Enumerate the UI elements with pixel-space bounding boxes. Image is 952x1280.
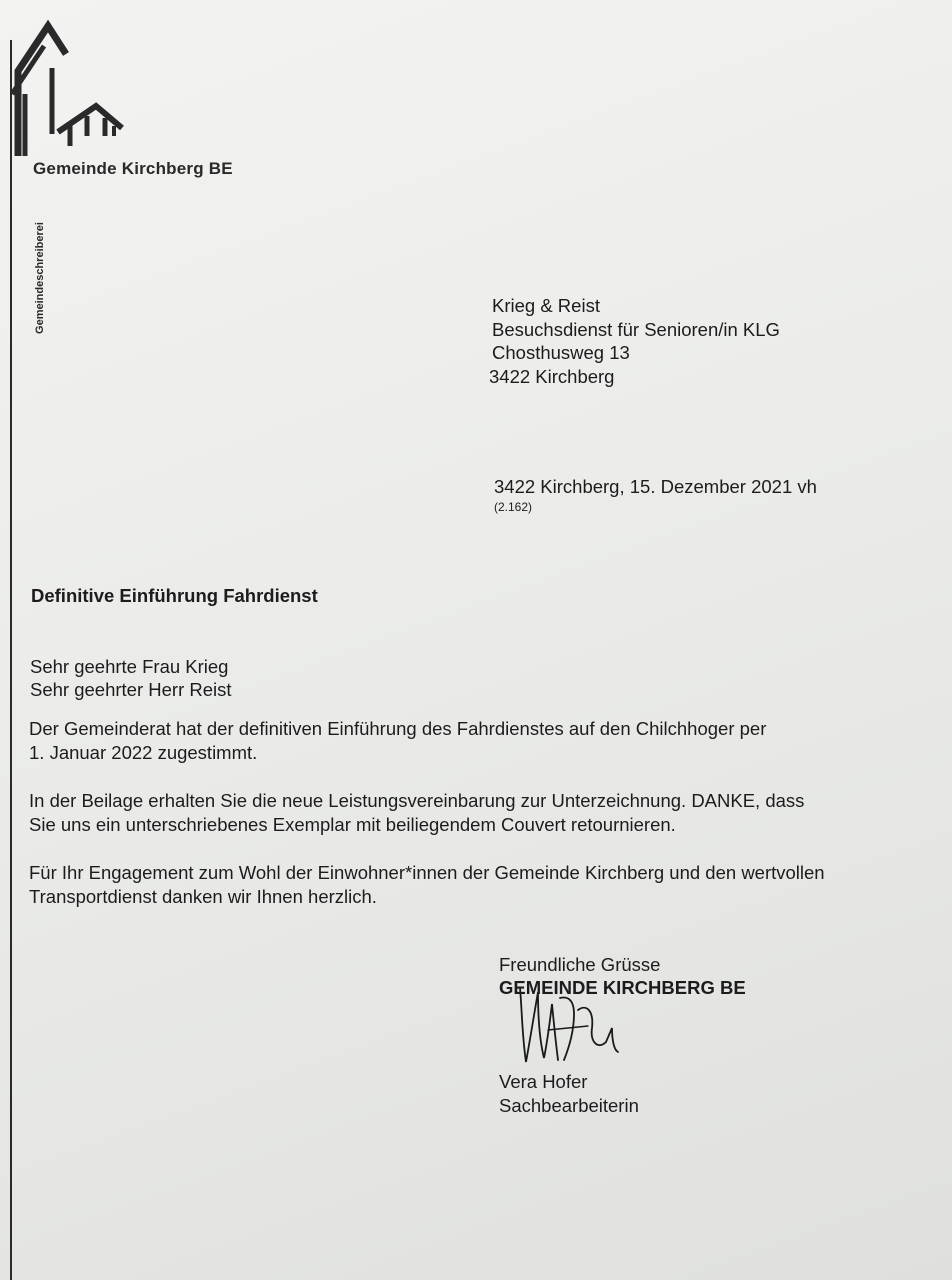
handwritten-signature: [508, 980, 638, 1080]
letterhead-organization: Gemeinde Kirchberg BE: [33, 159, 233, 178]
body-paragraph-1: [29, 717, 909, 765]
paragraph-line: Für Ihr Engagement zum Wohl der Einwohner*innen der Gemeinde Kirchberg und den wertvollen: [29, 862, 825, 883]
place-and-date: 3422 Kirchberg, 15. Dezember 2021 vh: [494, 476, 817, 497]
church-house-logo-icon: [8, 16, 128, 166]
salutation-line-2: Sehr geehrter Herr Reist: [30, 679, 232, 700]
paragraph-line: Der Gemeinderat hat der definitiven Einführung des Fahrdienstes auf den Chilchhoger per: [29, 718, 767, 739]
letter-subject: Definitive Einführung Fahrdienst: [31, 585, 318, 606]
salutation: [30, 655, 232, 701]
paragraph-line: In der Beilage erhalten Sie die neue Leistungsvereinbarung zur Unterzeichnung. DANKE, dass: [29, 790, 805, 811]
letterhead-department: Gemeindeschreiberei: [34, 222, 46, 334]
recipient-line-1: Krieg & Reist: [492, 295, 600, 316]
recipient-address: [489, 294, 780, 388]
recipient-line-2: Besuchsdienst für Senioren/in KLG: [492, 318, 780, 340]
closing-organization: GEMEINDE KIRCHBERG BE: [499, 977, 746, 998]
left-margin-line: [10, 40, 12, 1280]
reference-number: (2.162): [494, 500, 533, 514]
recipient-line-4: 3422 Kirchberg: [489, 365, 615, 387]
paragraph-line: Sie uns ein unterschriebenes Exemplar mit beiliegendem Couvert retournieren.: [29, 814, 676, 835]
salutation-line-1: Sehr geehrte Frau Krieg: [30, 656, 229, 677]
body-paragraph-3: [29, 861, 909, 909]
closing-greeting: Freundliche Grüsse: [499, 954, 661, 975]
recipient-line-3: Chosthusweg 13: [492, 342, 630, 363]
signer-title: Sachbearbeiterin: [499, 1095, 639, 1116]
body-paragraph-2: [29, 789, 909, 837]
paragraph-line: 1. Januar 2022 zugestimmt.: [29, 742, 258, 763]
paragraph-line: Transportdienst danken wir Ihnen herzlich.: [29, 886, 377, 907]
signer-name: Vera Hofer: [499, 1071, 588, 1092]
signer-block: [499, 1070, 639, 1118]
